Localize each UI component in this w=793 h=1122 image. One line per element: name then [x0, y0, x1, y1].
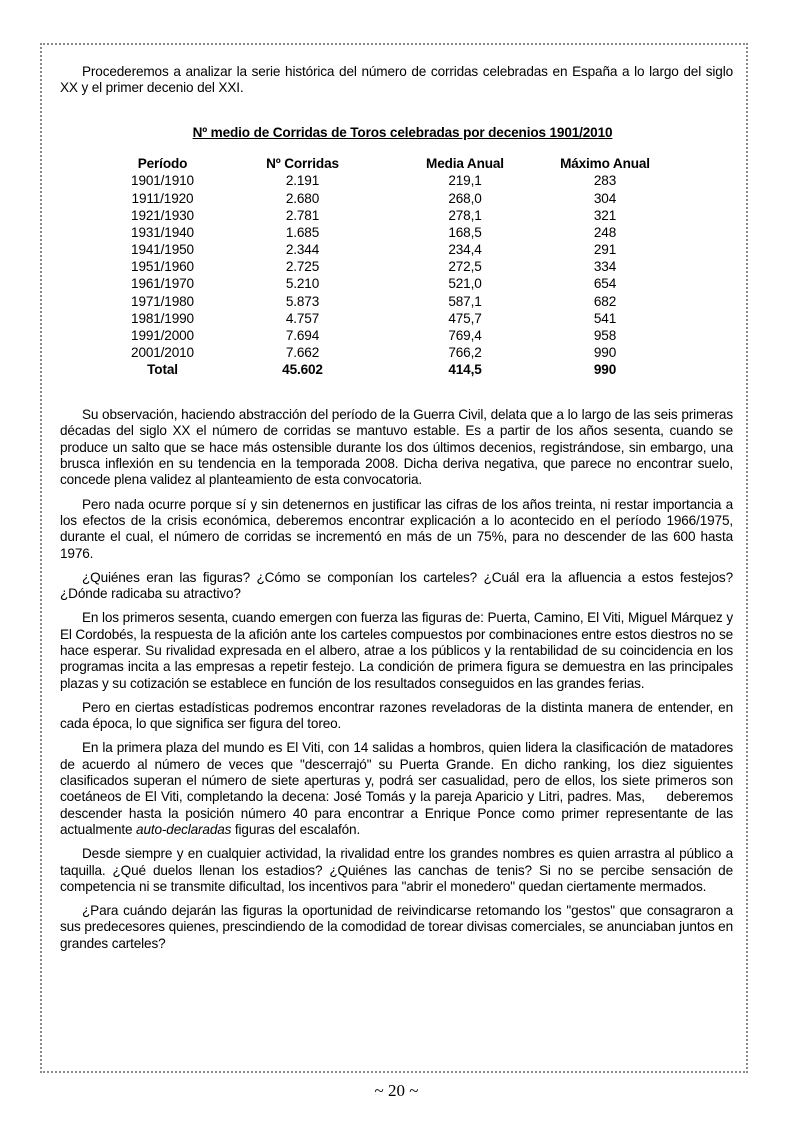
cell-corridas: 2.725 [285, 259, 320, 275]
cell-corridas: 5.873 [285, 293, 320, 309]
page-content [60, 64, 737, 960]
cell-corridas: 5.210 [285, 276, 320, 292]
cell-corridas: 2.781 [285, 207, 320, 223]
table-title: Nº medio de Corridas de Toros celebradas por decenios 1901/2010 [192, 124, 613, 140]
table-row [110, 310, 670, 327]
corridas-table [110, 155, 670, 379]
page-number: ~ 20 ~ [374, 1081, 419, 1100]
cell-corridas: 2.680 [285, 190, 320, 206]
cell-maximo: 321 [593, 207, 617, 223]
cell-media: 521,0 [448, 276, 482, 292]
table-row [110, 207, 670, 224]
paragraph-primeros-sesenta: En los primeros sesenta, cuando emergen con fuerza las figuras de: Puerta, Camino, El Viti, Miguel Márquez y El Cordobés, la respuesta de la afición ante los carteles compuestos por combinaciones entre estos diestros no se hace esperar. Su rivalidad expresada en el albero, atrae a los públicos y la rentabilidad de su coincidencia en los programas incita a las empresas a repetir festejo. La condición de primera figura se demuestra en las principales plazas y su cotización se establece en función de los resultados conseguidos en las grandes ferias. [60, 610, 733, 691]
cell-total-maximo: 990 [593, 362, 617, 378]
paragraph-rivalidad: Desde siempre y en cualquier actividad, la rivalidad entre los grandes nombres es quien arrastra al público a taquilla. ¿Qué duelos llenan los estadios? ¿Quiénes las canchas de tenis? Si no se percibe sensación de competencia ni se transmite dificultad, los incentivos para "abrir el monedero" quedan ciertamente mermados. [60, 846, 733, 894]
cell-media: 769,4 [448, 328, 482, 344]
cell-maximo: 958 [593, 328, 617, 344]
cell-corridas: 4.757 [285, 310, 320, 326]
paragraph-para-cuando: ¿Para cuándo dejarán las figuras la oportunidad de reivindicarse retomando los "gestos" que consagraron a sus predecesores quienes, prescindiendo de la comodidad de torear divisas comerciales, se anunciaban juntos en grandes carteles? [60, 903, 733, 951]
italic-term: auto-declaradas [136, 821, 232, 837]
cell-maximo: 283 [593, 173, 617, 189]
header-corridas: Nº Corridas [266, 155, 339, 171]
header-maximo-anual: Máximo Anual [560, 155, 650, 171]
cell-corridas: 7.694 [285, 328, 320, 344]
paragraph-estadisticas: Pero en ciertas estadísticas podremos encontrar razones reveladoras de la distinta manera de entender, en cada época, lo que significa ser figura del toreo. [60, 699, 733, 732]
paragraph-preguntas: ¿Quiénes eran las figuras? ¿Cómo se componían los carteles? ¿Cuál era la afluencia a estos festejos? ¿Dónde radicaba su atractivo? [60, 569, 733, 602]
cell-corridas: 7.662 [285, 345, 320, 361]
cell-periodo: 1961/1970 [131, 276, 194, 292]
header-media-anual: Media Anual [426, 155, 504, 171]
cell-total-media: 414,5 [448, 362, 482, 378]
cell-total-corridas: 45.602 [282, 362, 323, 378]
cell-maximo: 334 [593, 259, 617, 275]
cell-total-label: Total [147, 362, 178, 378]
header-periodo: Período [137, 155, 188, 171]
cell-media: 168,5 [448, 224, 482, 240]
cell-maximo: 541 [593, 310, 617, 326]
cell-corridas: 2.191 [285, 173, 320, 189]
cell-periodo: 1981/1990 [131, 310, 194, 326]
cell-maximo: 682 [593, 293, 617, 309]
cell-corridas: 1.685 [285, 224, 320, 240]
cell-maximo: 990 [593, 345, 617, 361]
cell-media: 234,4 [448, 242, 482, 258]
table-row [110, 259, 670, 276]
cell-periodo: 2001/2010 [131, 345, 194, 361]
cell-maximo: 248 [593, 224, 617, 240]
table-row [110, 224, 670, 241]
cell-maximo: 654 [593, 276, 617, 292]
paragraph-el-viti [60, 740, 737, 838]
cell-media: 278,1 [448, 207, 482, 223]
cell-media: 272,5 [448, 259, 482, 275]
cell-corridas: 2.344 [285, 242, 320, 258]
cell-periodo: 1941/1950 [131, 242, 194, 258]
cell-media: 587,1 [448, 293, 482, 309]
cell-periodo: 1911/1920 [131, 190, 194, 206]
viti-text-start: En la primera plaza del mundo es El Viti, con 14 salidas a hombros, quien lidera la clasificación de matadores de acuerdo al número de veces que "descerrajó" su Puerta Grande. En dicho ranking, los diez siguientes clasificados superan el número de siete aperturas y, podrá ser casualidad, pero de ellos, los siete primeros son coetáneos de El Viti, completando la decena: José Tomás y la pareja Aparicio y Litri, padres. Mas, deberemos descender hasta la posición número 40 para encontrar a Enrique Ponce como primer representante de las actualmente [60, 740, 737, 837]
table-row [110, 173, 670, 190]
cell-maximo: 304 [593, 190, 617, 206]
table-row [110, 328, 670, 345]
table-total-row [110, 362, 670, 379]
cell-periodo: 1901/1910 [131, 173, 194, 189]
cell-periodo: 1921/1930 [131, 207, 194, 223]
paragraph-pero-nada: Pero nada ocurre porque sí y sin detenernos en justificar las cifras de los años treinta, ni restar importancia a los efectos de la crisis económica, deberemos encontrar explicación a lo acontecido en el período 1966/1975, durante el cual, el número de corridas se incrementó en más de un 75%, para no descender de las 600 hasta 1976. [60, 496, 733, 561]
table-row [110, 276, 670, 293]
cell-maximo: 291 [593, 242, 617, 258]
table-row [110, 242, 670, 259]
table-row [110, 190, 670, 207]
cell-media: 219,1 [448, 173, 482, 189]
table-row [110, 293, 670, 310]
cell-periodo: 1951/1960 [131, 259, 194, 275]
cell-periodo: 1991/2000 [131, 328, 194, 344]
viti-text-end: figuras del escalafón. [231, 821, 361, 837]
cell-media: 268,0 [448, 190, 482, 206]
cell-periodo: 1931/1940 [131, 224, 194, 240]
paragraph-observacion: Su observación, haciendo abstracción del período de la Guerra Civil, delata que a lo largo de las seis primeras décadas del siglo XX el número de corridas se mantuvo estable. Es a partir de los años sesenta, cuando se produce un salto que se hace más ostensible durante los dos últimos decenios, registrándose, sin embargo, una brusca inflexión en su tendencia en la temporada 2008. Dicha deriva negativa, que parece no encontrar suelo, concede plena validez al planteamiento de esta convocatoria. [60, 407, 733, 488]
table-header-row [110, 155, 670, 173]
cell-periodo: 1971/1980 [131, 293, 194, 309]
cell-media: 766,2 [448, 345, 482, 361]
cell-media: 475,7 [448, 310, 482, 326]
intro-paragraph: Procederemos a analizar la serie histórica del número de corridas celebradas en España a lo largo del siglo XX y el primer decenio del XXI. [60, 64, 733, 96]
table-row [110, 345, 670, 362]
